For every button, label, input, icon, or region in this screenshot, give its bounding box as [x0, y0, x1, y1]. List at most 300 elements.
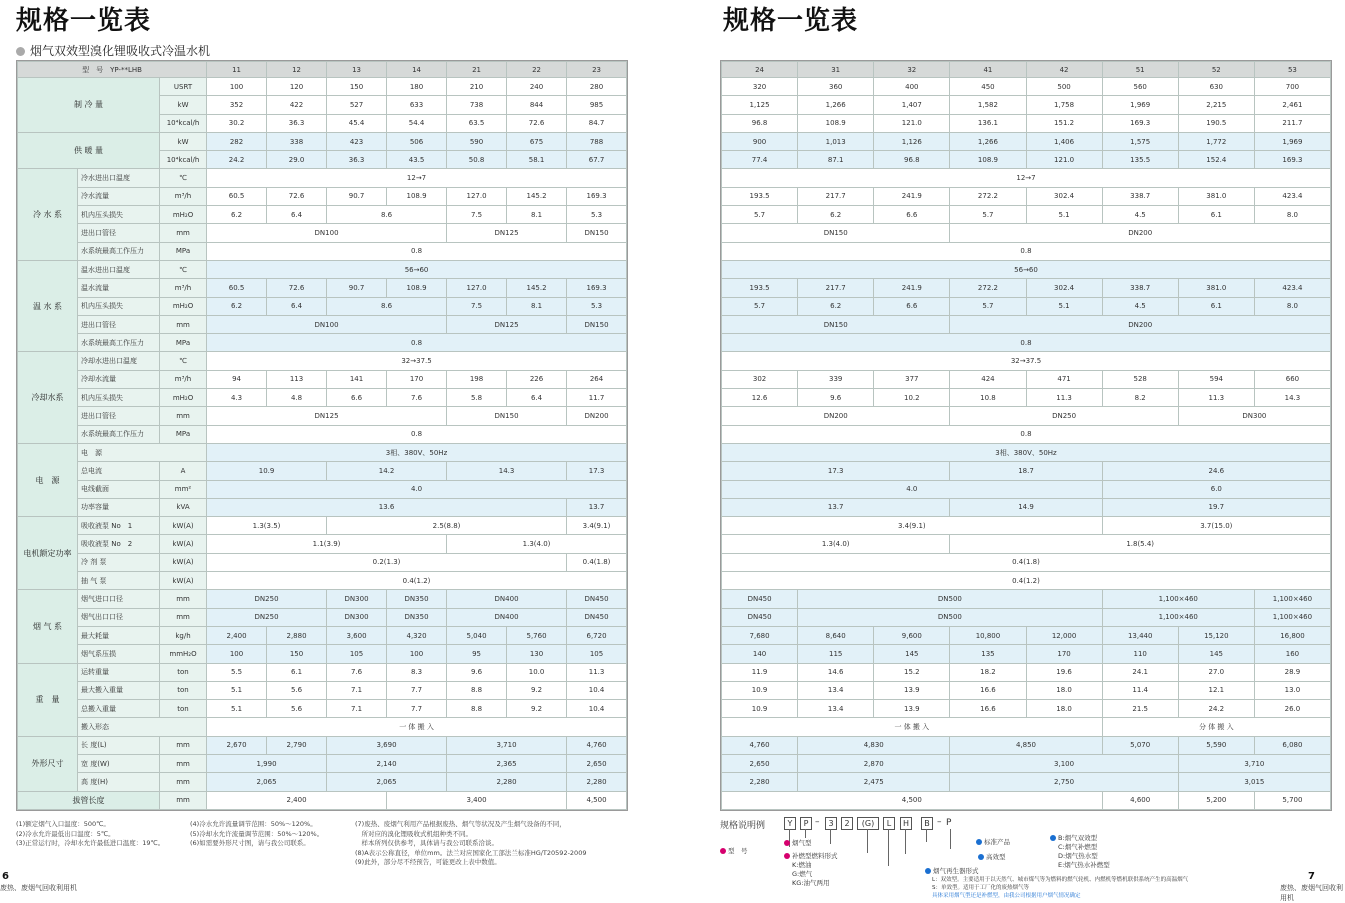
cell: 150	[267, 645, 327, 663]
cell: 27.0	[1178, 663, 1254, 681]
cell: 105	[567, 645, 627, 663]
cell: DN125	[447, 315, 567, 333]
cell: DN150	[567, 224, 627, 242]
note: (6)如需要外形尺寸图，请与我公司联系。	[190, 839, 310, 847]
cell: 8,640	[798, 626, 874, 644]
cell: 4.0	[207, 480, 627, 498]
table-row	[722, 480, 1331, 498]
cell: 2,280	[722, 773, 798, 791]
cell: 5.1	[1026, 206, 1102, 224]
cell: 32→37.5	[207, 352, 627, 370]
cell: 15,120	[1178, 626, 1254, 644]
cell: 17.3	[722, 462, 950, 480]
cell: 110	[1102, 645, 1178, 663]
cell: 10.2	[874, 389, 950, 407]
cell: 7.1	[327, 681, 387, 699]
cell: 6.1	[1178, 206, 1254, 224]
unit: m³/h	[160, 187, 207, 205]
cell: 5.7	[722, 297, 798, 315]
cell: 36.3	[267, 114, 327, 132]
cell: 10.9	[722, 700, 798, 718]
table-row	[722, 78, 1331, 96]
cell: 5,760	[507, 626, 567, 644]
cell: DN150	[722, 315, 950, 333]
cell: 4,760	[722, 736, 798, 754]
cell: DN450	[722, 590, 798, 608]
cell: 8.3	[387, 663, 447, 681]
table-row	[18, 462, 627, 480]
cell: 13.4	[798, 700, 874, 718]
unit: mH₂O	[160, 297, 207, 315]
legend-item	[978, 852, 1006, 861]
cell: 一 体 搬 入	[722, 718, 1103, 736]
notes-col-3	[355, 820, 586, 868]
row-label: 烟气出口口径	[78, 608, 160, 626]
table-row	[18, 608, 627, 626]
table-row	[722, 626, 1331, 644]
unit: kW(A)	[160, 517, 207, 535]
cell: 21.5	[1102, 700, 1178, 718]
cell: 338.7	[1102, 187, 1178, 205]
connector-line	[950, 829, 951, 849]
cell: 1.8(5.4)	[950, 535, 1331, 553]
row-label: 烟气系压损	[78, 645, 160, 663]
cell: 136.1	[950, 114, 1026, 132]
cell: 302.4	[1026, 187, 1102, 205]
row-label: 功率容量	[78, 498, 160, 516]
cell: 5.5	[207, 663, 267, 681]
legend-box: (G)	[857, 817, 879, 830]
legend-box: L	[883, 817, 895, 830]
unit: kW	[160, 132, 207, 150]
table-row	[18, 224, 627, 242]
table-row	[18, 590, 627, 608]
note: (4)冷水允许流量调节范围：50%～120%。	[190, 820, 317, 828]
table-row	[722, 169, 1331, 187]
unit: mm	[160, 773, 207, 791]
legend-text: KG:油气两用	[792, 879, 830, 887]
cell: 5.1	[1026, 297, 1102, 315]
table-row	[722, 754, 1331, 772]
cell: 0.4(1.8)	[722, 553, 1331, 571]
cell: 108.9	[950, 151, 1026, 169]
table-row	[722, 791, 1331, 809]
cell: 24.2	[1178, 700, 1254, 718]
group-motor: 电机额定功率	[18, 517, 78, 590]
cell: 45.4	[327, 114, 387, 132]
legend-box: 3	[825, 817, 837, 830]
cell: 8.8	[447, 681, 507, 699]
table-row	[18, 315, 627, 333]
cell: 423.4	[1254, 187, 1330, 205]
cell: 10.9	[722, 681, 798, 699]
legend-box: B	[921, 817, 933, 830]
legend-text: 具体采用烟气型还是补燃型，由我公司根据用户烟气情况确定	[932, 893, 1081, 899]
cell: 170	[387, 370, 447, 388]
table-row	[722, 572, 1331, 590]
cell: 5.3	[567, 297, 627, 315]
cell: 60.5	[207, 187, 267, 205]
cell: 10.0	[507, 663, 567, 681]
cell: 5.1	[207, 700, 267, 718]
cell: 100	[387, 645, 447, 663]
cell: 8.0	[1254, 206, 1330, 224]
row-label: 总搬入重量	[78, 700, 160, 718]
row-label: 进出口管径	[78, 224, 160, 242]
model-col: 41	[950, 62, 1026, 78]
cell: 90.7	[327, 279, 387, 297]
cell: 100	[207, 78, 267, 96]
cell: 151.2	[1026, 114, 1102, 132]
cell: 96.8	[722, 114, 798, 132]
legend-box: P	[800, 817, 812, 830]
model-label: 型 号 YP-**LHB	[18, 62, 207, 78]
legend-text: G:燃气	[792, 870, 813, 878]
row-label: 机内压头损失	[78, 206, 160, 224]
cell: 72.6	[267, 279, 327, 297]
cell: 56→60	[722, 260, 1331, 278]
cell: DN400	[447, 608, 567, 626]
cell: 1,582	[950, 96, 1026, 114]
cell: 18.0	[1026, 700, 1102, 718]
unit: mm	[160, 407, 207, 425]
unit: mm²	[160, 480, 207, 498]
cell: 1.3(3.5)	[207, 517, 327, 535]
row-label: 搬入形态	[78, 718, 207, 736]
model-col: 51	[1102, 62, 1178, 78]
cell: DN400	[447, 590, 567, 608]
cell: 6.4	[267, 206, 327, 224]
cell: 12.1	[1178, 681, 1254, 699]
cell: 127.0	[447, 187, 507, 205]
cell: 633	[387, 96, 447, 114]
table-row	[722, 132, 1331, 150]
cell: 一 体 搬 入	[207, 718, 627, 736]
cell: 1,100×460	[1254, 608, 1330, 626]
legend-box: H	[900, 817, 912, 830]
cell: 1,266	[950, 132, 1026, 150]
cell: 10.9	[207, 462, 327, 480]
cell: DN250	[207, 608, 327, 626]
cell: 241.9	[874, 279, 950, 297]
table-row	[722, 279, 1331, 297]
cell: 7.5	[447, 297, 507, 315]
row-label: 冷水流量	[78, 187, 160, 205]
cell: 3相、380V、50Hz	[207, 443, 627, 461]
table-row	[18, 370, 627, 388]
row-label: 吸收液泵 No 2	[78, 535, 160, 553]
cell: 13.9	[874, 700, 950, 718]
table-row	[18, 169, 627, 187]
unit: kW(A)	[160, 535, 207, 553]
cell: 264	[567, 370, 627, 388]
cell: 4.8	[267, 389, 327, 407]
cell: 18.0	[1026, 681, 1102, 699]
cell: 72.6	[507, 114, 567, 132]
cell: 3,710	[447, 736, 567, 754]
cell: 11.3	[1178, 389, 1254, 407]
cell: DN450	[567, 590, 627, 608]
cell: 121.0	[874, 114, 950, 132]
unit: ℃	[160, 352, 207, 370]
cell: 352	[207, 96, 267, 114]
cell: 381.0	[1178, 279, 1254, 297]
cell: 108.9	[387, 187, 447, 205]
bullet-icon	[978, 854, 984, 860]
cell: 0.8	[722, 425, 1331, 443]
cell: 56→60	[207, 260, 627, 278]
cell: 14.6	[798, 663, 874, 681]
unit: ℃	[160, 169, 207, 187]
table-row	[18, 480, 627, 498]
cell: 5,700	[1254, 791, 1330, 809]
cell: DN300	[327, 608, 387, 626]
cell: 3,710	[1178, 754, 1330, 772]
legend-box: 2	[841, 817, 853, 830]
unit: ton	[160, 663, 207, 681]
table-row	[722, 114, 1331, 132]
notes-col-1	[16, 820, 164, 849]
cell: DN200	[950, 315, 1331, 333]
cell: 13.4	[798, 681, 874, 699]
row-label: 烟气进口口径	[78, 590, 160, 608]
cell: 54.4	[387, 114, 447, 132]
legend-text: E:烟气热水补燃型	[1058, 861, 1110, 869]
cell: 115	[798, 645, 874, 663]
table-row	[722, 425, 1331, 443]
cell: 7.5	[447, 206, 507, 224]
unit: ton	[160, 700, 207, 718]
legend-text: 标准产品	[984, 838, 1010, 846]
unit: kW	[160, 96, 207, 114]
legend-model	[720, 846, 748, 855]
connector-line	[867, 829, 868, 853]
cell: 4,850	[950, 736, 1102, 754]
row-label: 水系统最高工作压力	[78, 334, 160, 352]
cell: 7.7	[387, 681, 447, 699]
cell: 14.3	[1254, 389, 1330, 407]
cell: 6.4	[267, 297, 327, 315]
cell: 788	[567, 132, 627, 150]
cell: 377	[874, 370, 950, 388]
table-row	[722, 645, 1331, 663]
cell: 5,040	[447, 626, 507, 644]
cell: 0.2(1.3)	[207, 553, 567, 571]
table-row	[722, 535, 1331, 553]
cell: 7.6	[387, 389, 447, 407]
row-label: 最大耗量	[78, 626, 160, 644]
cell: 3.4(9.1)	[722, 517, 1103, 535]
cell: 11.7	[567, 389, 627, 407]
cell: 169.3	[567, 279, 627, 297]
cell: 4,320	[387, 626, 447, 644]
model-col: 21	[447, 62, 507, 78]
connector-line	[830, 829, 831, 844]
cell: 660	[1254, 370, 1330, 388]
cell: 0.8	[207, 334, 627, 352]
header-row	[18, 62, 627, 78]
row-label: 长 度(L)	[78, 736, 160, 754]
cell: 2,365	[447, 754, 567, 772]
cell: 58.1	[507, 151, 567, 169]
cell: 145.2	[507, 279, 567, 297]
cell: 4.5	[1102, 206, 1178, 224]
group-weight: 重 量	[18, 663, 78, 736]
cell: 210	[447, 78, 507, 96]
cell: 5.7	[722, 206, 798, 224]
cell: 19.6	[1026, 663, 1102, 681]
table-row	[18, 407, 627, 425]
cell: 240	[507, 78, 567, 96]
cell: 2,880	[267, 626, 327, 644]
cell: 6.6	[874, 297, 950, 315]
unit: mm	[160, 736, 207, 754]
note: (1)额定烟气入口温度：500℃。	[16, 820, 110, 828]
cell: 272.2	[950, 279, 1026, 297]
table-row	[722, 773, 1331, 791]
cell: DN150	[567, 315, 627, 333]
cell: 4.3	[207, 389, 267, 407]
cell: 29.0	[267, 151, 327, 169]
cell: DN300	[1178, 407, 1330, 425]
cell: 7.6	[327, 663, 387, 681]
bullet-icon	[16, 47, 25, 56]
cell: 5.8	[447, 389, 507, 407]
cell: 3,690	[327, 736, 447, 754]
unit: mm	[160, 791, 207, 809]
note: 样本所列仅供参考，具体请与我公司联系洽谈。	[355, 839, 498, 847]
table-row	[18, 297, 627, 315]
cell: 11.4	[1102, 681, 1178, 699]
cell: 100	[207, 645, 267, 663]
legend-text: K:燃油	[792, 861, 812, 869]
cell: 211.7	[1254, 114, 1330, 132]
cell: 10.4	[567, 700, 627, 718]
table-row	[722, 590, 1331, 608]
cell: 381.0	[1178, 187, 1254, 205]
cell: 10.8	[950, 389, 1026, 407]
cell: DN250	[207, 590, 327, 608]
unit: mm	[160, 608, 207, 626]
cell: 5.1	[207, 681, 267, 699]
unit: mmH₂O	[160, 645, 207, 663]
unit: A	[160, 462, 207, 480]
row-label: 机内压头损失	[78, 297, 160, 315]
connector-line	[926, 829, 927, 842]
cell: 11.3	[1026, 389, 1102, 407]
cell: 160	[1254, 645, 1330, 663]
table-row	[18, 791, 627, 809]
table-row	[18, 572, 627, 590]
cell: 8.8	[447, 700, 507, 718]
row-label: 最大搬入重量	[78, 681, 160, 699]
cell: 135.5	[1102, 151, 1178, 169]
table-row	[722, 517, 1331, 535]
legend-text: 高效型	[986, 853, 1006, 861]
legend-item	[784, 851, 838, 860]
cell: 135	[950, 645, 1026, 663]
bullet-icon	[784, 840, 790, 846]
row-label: 运转重量	[78, 663, 160, 681]
cell: 26.0	[1254, 700, 1330, 718]
subtitle-text: 烟气双效型溴化锂吸收式冷温水机	[30, 44, 211, 58]
cell: 3,400	[387, 791, 567, 809]
row-label: 进出口管径	[78, 315, 160, 333]
cell: 506	[387, 132, 447, 150]
table-row	[722, 681, 1331, 699]
cell: 471	[1026, 370, 1102, 388]
cell: 8.2	[1102, 389, 1178, 407]
subtitle	[16, 42, 210, 59]
cell: 5.6	[267, 681, 327, 699]
cell: DN100	[207, 315, 447, 333]
cell: 5.7	[950, 297, 1026, 315]
model-col: 31	[798, 62, 874, 78]
cell: 2,065	[207, 773, 327, 791]
cell: 14.3	[447, 462, 567, 480]
cell: 145	[1178, 645, 1254, 663]
table-row	[18, 645, 627, 663]
cell: 590	[447, 132, 507, 150]
note: (2)冷水允许最低出口温度：5℃。	[16, 829, 115, 838]
cell: 338.7	[1102, 279, 1178, 297]
cell: 1,407	[874, 96, 950, 114]
cell: 12.6	[722, 389, 798, 407]
cell: 422	[267, 96, 327, 114]
cell: 2,400	[207, 791, 387, 809]
cell: 169.3	[1102, 114, 1178, 132]
cell: 87.1	[798, 151, 874, 169]
cell: 4,760	[567, 736, 627, 754]
note: (3)正常运行时，冷却水允许最低进口温度：19℃。	[16, 839, 165, 847]
cell: 424	[950, 370, 1026, 388]
cell: 193.5	[722, 187, 798, 205]
table-row	[722, 718, 1331, 736]
cell: 43.5	[387, 151, 447, 169]
legend-text: B:烟气双效型	[1058, 834, 1098, 842]
table-row	[722, 334, 1331, 352]
cell: 30.2	[207, 114, 267, 132]
cell: 8.6	[327, 297, 447, 315]
cell: DN150	[722, 224, 950, 242]
cell: 198	[447, 370, 507, 388]
row-label: 水系统最高工作压力	[78, 242, 160, 260]
cell: 1,406	[1026, 132, 1102, 150]
cell: 18.2	[950, 663, 1026, 681]
cell: 2,870	[798, 754, 950, 772]
cell: 18.7	[950, 462, 1102, 480]
cell: DN250	[950, 407, 1178, 425]
row-label: 电 源	[78, 443, 207, 461]
unit: 10⁴kcal/h	[160, 114, 207, 132]
legend-text: L：双效型。主要适用于以天然气、城市煤气等为燃料的燃气轮机、内燃机等燃机联供系统产生的高温烟气	[932, 877, 1189, 883]
unit: kW(A)	[160, 553, 207, 571]
cell: 1,100×460	[1102, 590, 1254, 608]
legend-box: P	[946, 818, 952, 828]
model-col: 23	[567, 62, 627, 78]
table-row	[18, 352, 627, 370]
cell: 675	[507, 132, 567, 150]
cell: 450	[950, 78, 1026, 96]
cell: 272.2	[950, 187, 1026, 205]
cell: 2,461	[1254, 96, 1330, 114]
row-label: 电线截面	[78, 480, 160, 498]
cell: 6.4	[507, 389, 567, 407]
model-col: 13	[327, 62, 387, 78]
cell: 594	[1178, 370, 1254, 388]
dash-icon: –	[815, 817, 820, 827]
unit: mm	[160, 590, 207, 608]
